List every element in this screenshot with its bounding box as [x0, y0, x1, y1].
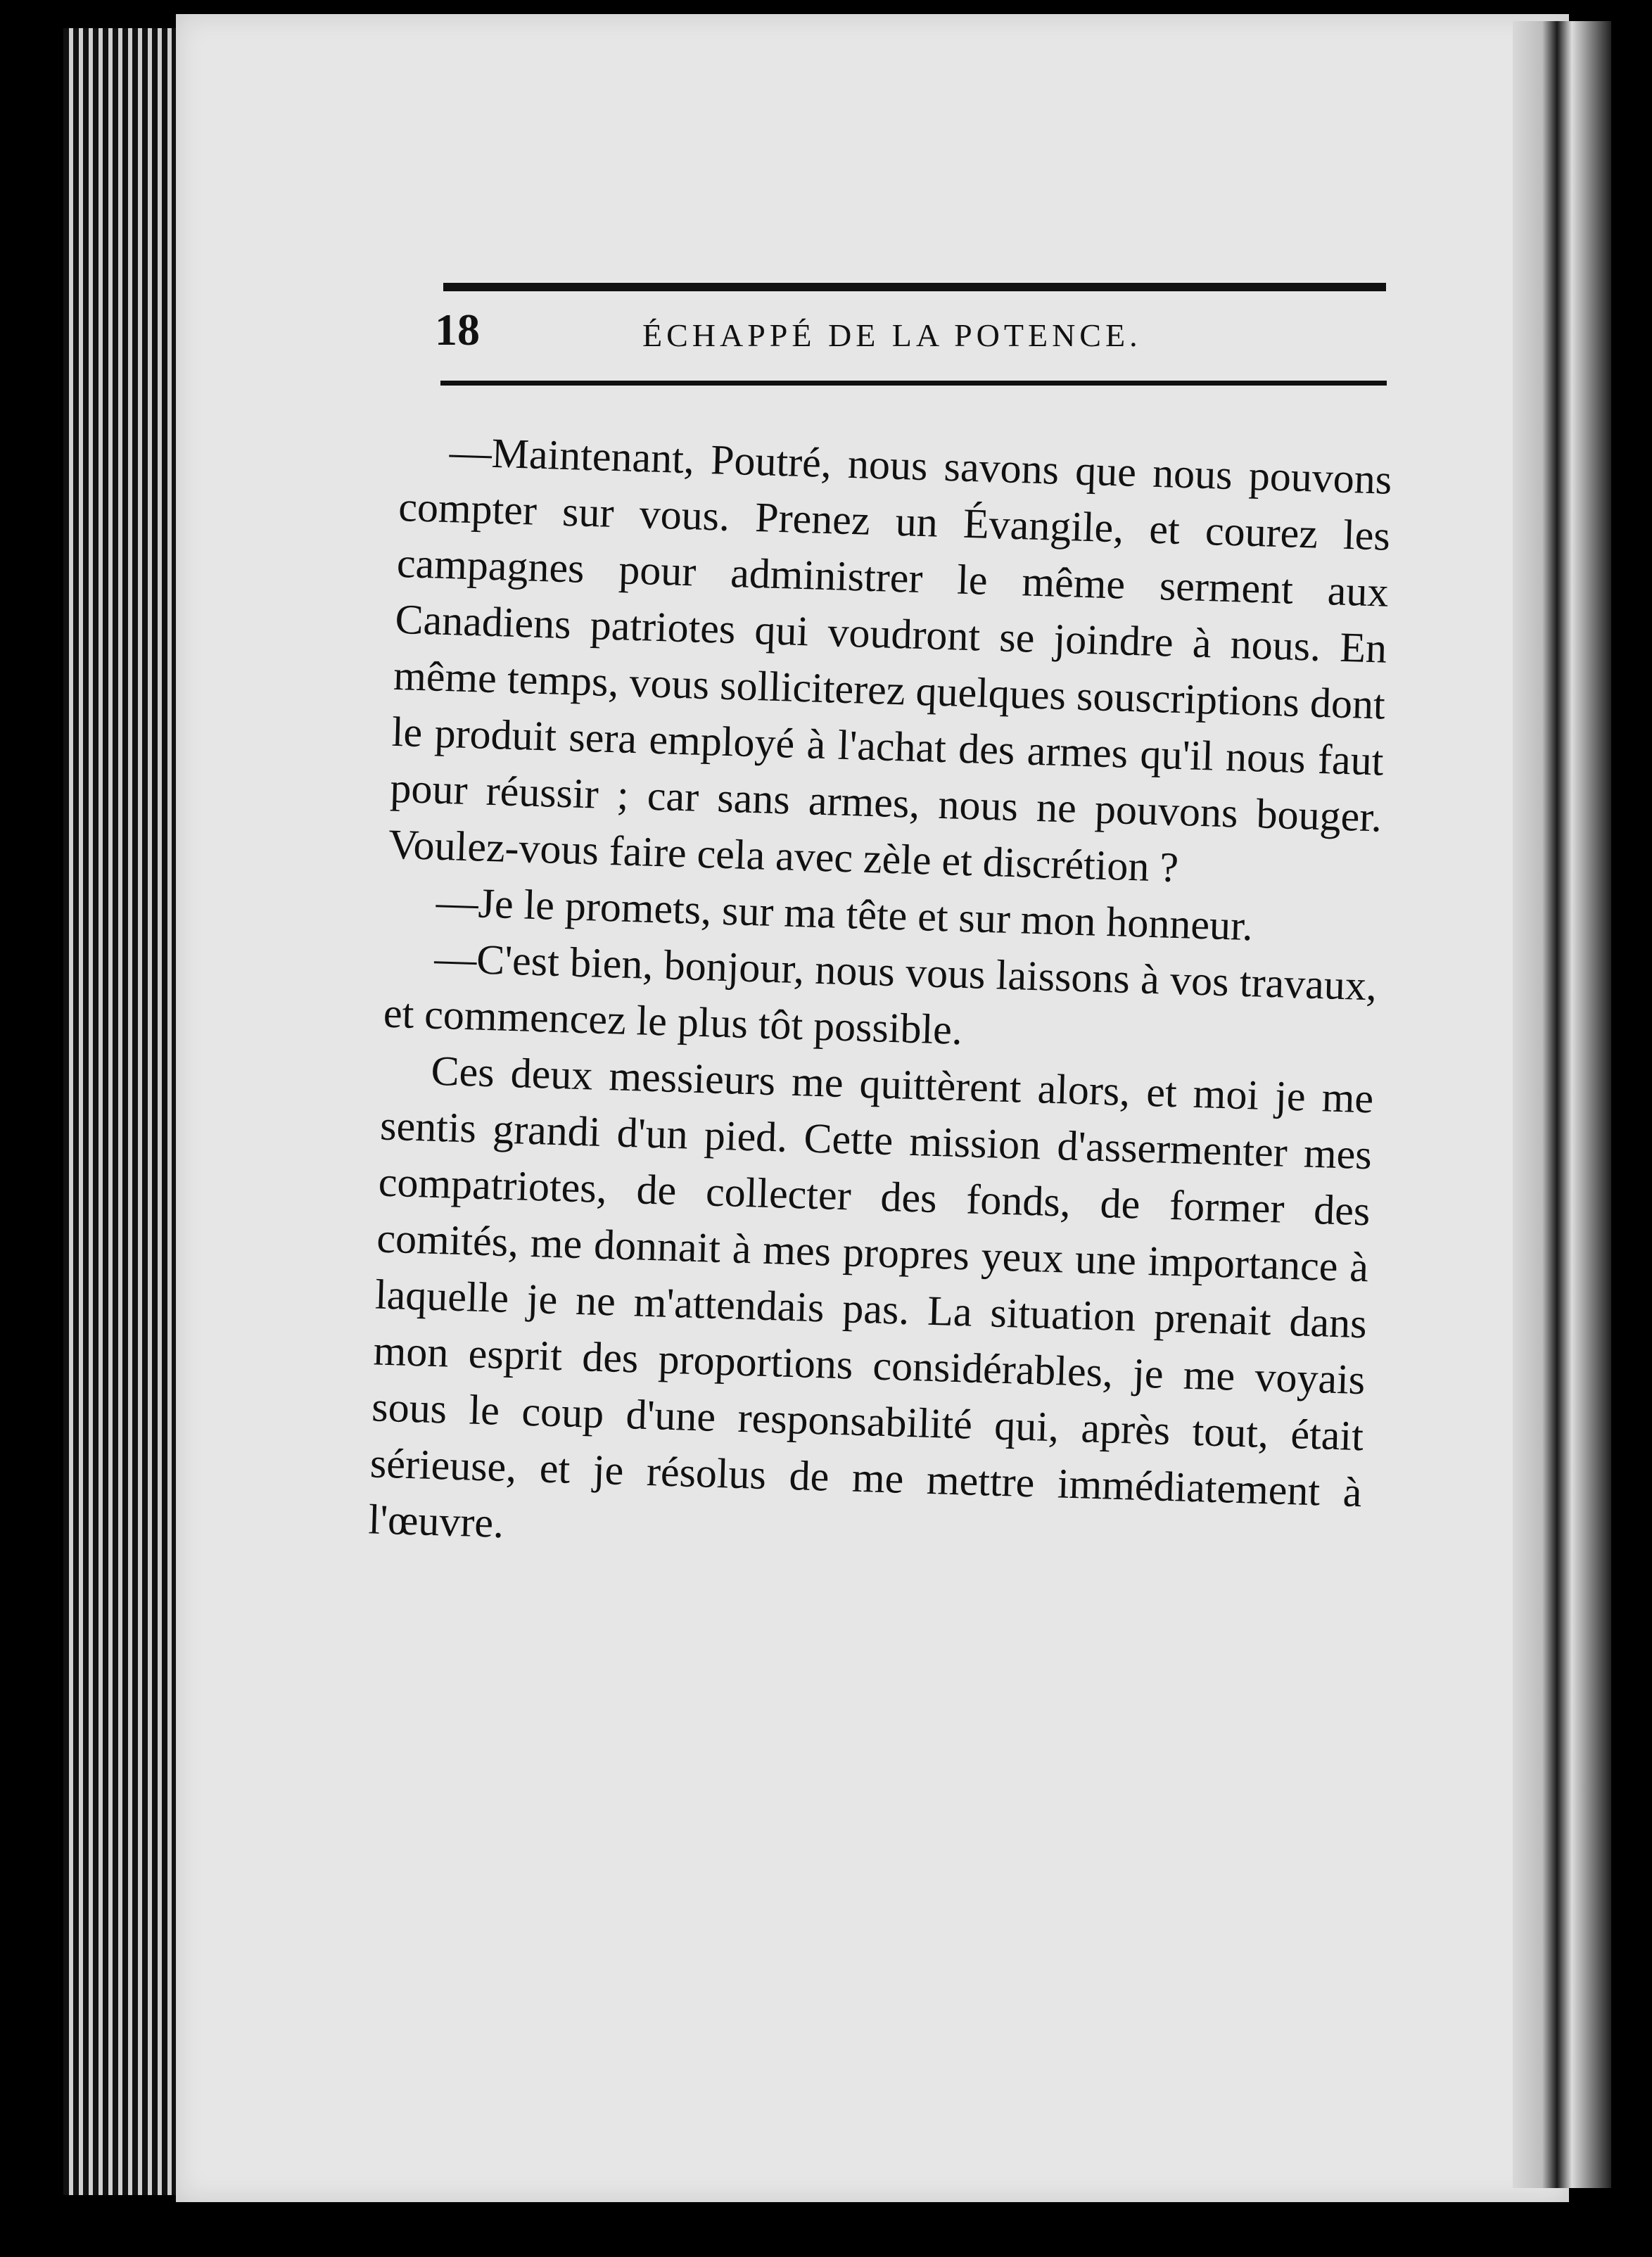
paragraph-dialogue-1: —Maintenant, Poutré, nous savons que nous pouvons compter sur vous. Prenez un Évangile, et courez les campagnes pour administrer le même serment aux Canadiens patriotes qui voudront se joindre à nous. En même temps, vous solliciterez quelques souscriptions dont le produit sera employé à l'achat des armes qu'il nous faut pour réussir ; car sans armes, nous ne pouvons bouger. Voulez-vous faire cela avec zèle et discrétion ?	[388, 428, 1393, 891]
page-body	[368, 422, 1393, 1577]
page-number: 18	[435, 305, 480, 355]
page-header	[435, 304, 1392, 374]
header-rule-top	[443, 283, 1386, 291]
paragraph-dialogue-3: —C'est bien, bonjour, nous vous laissons à vos travaux, et commencez le plus tôt possible.	[383, 934, 1378, 1054]
paragraph-narrative: Ces deux messieurs me quittèrent alors, et moi je me sentis grandi d'un pied. Cette mission d'assermenter mes compatriotes, de collecter des fonds, de former des comités, me donnait à mes propres yeux une importance à laquelle je ne m'attendais pas. La situation prenait dans mon esprit des proportions considérables, je me voyais sous le coup d'une responsabilité qui, après tout, était sérieuse, et je résolus de me mettre immédiatement à l'œuvre.	[367, 1047, 1375, 1547]
paragraph-dialogue-2: —Je le promets, sur ma tête et sur mon honneur.	[435, 878, 1254, 950]
book-gutter	[1513, 21, 1611, 2188]
running-title: ÉCHAPPÉ DE LA POTENCE.	[642, 317, 1142, 353]
header-rule-bottom	[440, 381, 1387, 386]
